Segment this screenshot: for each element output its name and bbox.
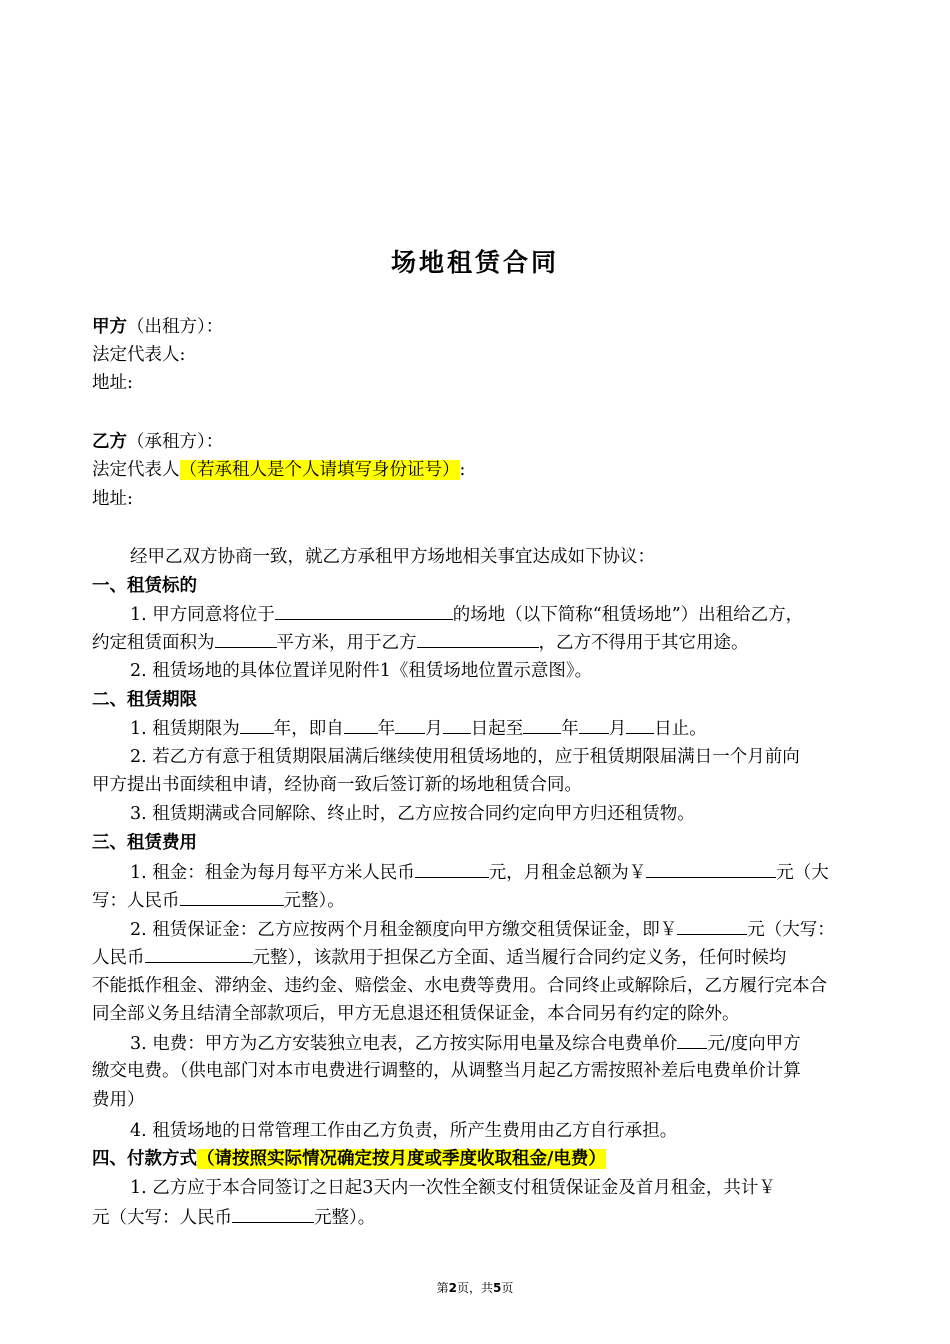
s1-clause-1-line-2: 约定租赁面积为 平方米，用于乙方 ，乙方不得用于其它用途。 (92, 633, 749, 653)
s3-clause-1-line-1: 1. 租金：租金为每月每平方米人民币 元，月租金总额为￥ 元（大 (130, 863, 829, 883)
end-day-blank (626, 717, 654, 734)
electricity-price-blank (677, 1032, 707, 1049)
s4-clause-1-line-1: 1. 乙方应于本合同签订之日起3天内一次性全额支付租赁保证金及首月租金，共计￥ (130, 1178, 776, 1198)
usage-blank (417, 631, 539, 648)
total-pages-number: 5 (493, 1281, 502, 1295)
party-a-role: （出租方）： (127, 317, 224, 337)
deposit-blank (677, 918, 747, 935)
contract-title: 场地租赁合同 (390, 248, 559, 277)
party-b-address: 地址: (92, 489, 133, 509)
end-year-blank (523, 717, 561, 734)
intro-paragraph: 经甲乙双方协商一致，就乙方承租甲方场地相关事宜达成如下协议： (130, 547, 655, 567)
party-b-rep-line (92, 459, 465, 481)
party-a-line (92, 316, 223, 338)
area-blank (215, 631, 277, 648)
page-footer: 第2页，共5页 (436, 1281, 514, 1295)
start-month-blank (395, 717, 425, 734)
party-a-label: 甲方 (92, 317, 127, 337)
section-4-heading-line (92, 1148, 606, 1170)
monthly-rent-words-blank (180, 889, 284, 906)
location-blank (275, 603, 453, 620)
start-year-blank (344, 717, 378, 734)
rent-per-sqm-blank (415, 861, 489, 878)
party-b-rep-colon: : (459, 460, 466, 480)
party-b-rep-note: （若承租人是个人请填写身份证号） (179, 460, 460, 480)
party-b-rep: 法定代表人 (92, 460, 180, 480)
s3-clause-3-line-3: 费用） (92, 1090, 145, 1110)
section-2-heading: 二、租赁期限 (92, 690, 197, 710)
s3-clause-2-line-4: 同全部义务且结清全部款项后，甲方无息退还租赁保证金，本合同另有约定的除外。 (92, 1004, 740, 1024)
party-b-role: （承租方）： (127, 432, 224, 452)
section-4-heading: 四、付款方式 (92, 1149, 197, 1169)
deposit-words-blank (145, 946, 253, 963)
start-day-blank (443, 717, 471, 734)
s3-clause-3-line-1: 3. 电费：甲方为乙方安装独立电表，乙方按实际用电量及综合电费单价 元/度向甲方 (130, 1034, 801, 1054)
s3-clause-1-line-2: 写：人民币 元整）。 (92, 891, 345, 911)
section-1-heading: 一、租赁标的 (92, 576, 197, 596)
party-b-label: 乙方 (92, 432, 127, 452)
party-a-address: 地址: (92, 373, 133, 393)
section-4-heading-note: （请按照实际情况确定按月度或季度收取租金/电费） (197, 1149, 606, 1169)
s3-clause-2-line-3: 不能抵作租金、滞纳金、违约金、赔偿金、水电费等费用。合同终止或解除后，乙方履行完本合 (92, 976, 827, 996)
party-a-rep: 法定代表人: (92, 345, 186, 365)
s2-clause-3: 3. 租赁期满或合同解除、终止时，乙方应按合同约定向甲方归还租赁物。 (130, 804, 695, 824)
s4-clause-1-line-2: 元（大写：人民币 元整）。 (92, 1208, 376, 1228)
end-month-blank (579, 717, 609, 734)
s1-clause-2: 2. 租赁场地的具体位置详见附件1《租赁场地位置示意图》。 (130, 661, 593, 681)
term-years-blank (240, 717, 274, 734)
party-b-line (92, 431, 223, 453)
s1-clause-1-line-1: 1. 甲方同意将位于 的场地（以下简称“租赁场地”）出租给乙方， (130, 605, 804, 625)
section-3-heading: 三、租赁费用 (92, 833, 197, 853)
current-page-number: 2 (448, 1281, 457, 1295)
s2-clause-2-line-1: 2. 若乙方有意于租赁期限届满后继续使用租赁场地的，应于租赁期限届满日一个月前向 (130, 747, 800, 767)
first-payment-words-blank (232, 1206, 314, 1223)
s3-clause-3-line-2: 缴交电费。（供电部门对本市电费进行调整的，从调整当月起乙方需按照补差后电费单价计算 (92, 1061, 801, 1081)
s3-clause-2-line-2: 人民币 元整），该款用于担保乙方全面、适当履行合同约定义务，任何时候均 (92, 948, 787, 968)
s3-clause-2-line-1: 2. 租赁保证金：乙方应按两个月租金额度向甲方缴交租赁保证金，即￥ 元（大写： (130, 920, 835, 940)
s3-clause-4: 4. 租赁场地的日常管理工作由乙方负责，所产生费用由乙方自行承担。 (130, 1121, 678, 1141)
s2-clause-1: 1. 租赁期限为 年，即自 年 月 日起至 年 月 日止。 (130, 719, 707, 739)
s2-clause-2-line-2: 甲方提出书面续租申请，经协商一致后签订新的场地租赁合同。 (92, 775, 582, 795)
monthly-rent-blank (646, 861, 776, 878)
